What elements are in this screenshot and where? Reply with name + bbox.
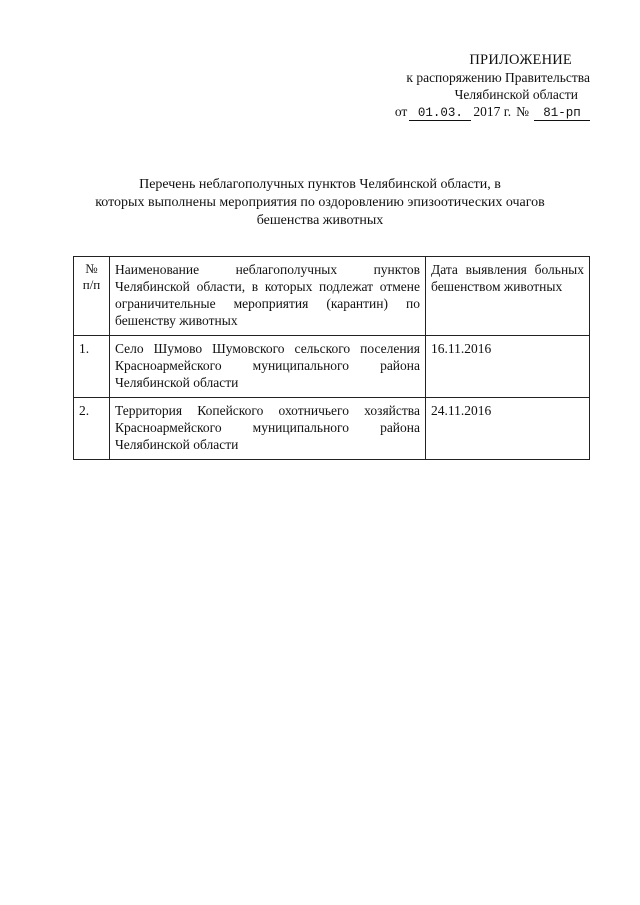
number-field: 81-рп [534, 106, 590, 121]
title-line-3: бешенства животных [256, 213, 384, 228]
appendix-title: ПРИЛОЖЕНИЕ [469, 52, 572, 68]
table-header-row [74, 257, 590, 336]
header-number-sign: № [85, 261, 98, 276]
appendix-date-line [290, 103, 590, 121]
header-locality-name: Наименование неблагополучных пунктов Челябинской области, в которых подлежат отмене ограничительные мероприятия (карантин) по бешенству животных [110, 257, 426, 336]
row-detection-date: 16.11.2016 [426, 336, 590, 398]
row-locality-name: Территория Копейского охотничьего хозяйства Красноармейского муниципального района Челябинской области [110, 398, 426, 460]
appendix-header [290, 52, 590, 121]
row-locality-name: Село Шумово Шумовского сельского поселения Красноармейского муниципального района Челябинской области [110, 336, 426, 398]
header-number [74, 257, 110, 336]
number-sign: № [516, 104, 529, 119]
appendix-line-region: Челябинской области [454, 87, 578, 102]
row-number: 2. [74, 398, 110, 460]
localities-table [73, 256, 590, 460]
title-line-2: которых выполнены мероприятия по оздоровлению эпизоотических очагов [95, 195, 545, 210]
header-detection-date: Дата выявления больных бешенством животных [426, 257, 590, 336]
date-prefix: от [394, 104, 408, 119]
year-text: 2017 г. [473, 104, 512, 119]
document-title [60, 176, 580, 230]
table-row [74, 336, 590, 398]
row-number: 1. [74, 336, 110, 398]
header-number-abbr: п/п [82, 277, 101, 292]
date-field: 01.03. [409, 106, 471, 121]
title-line-1: Перечень неблагополучных пунктов Челябинской области, в [139, 177, 501, 192]
appendix-line-decree: к распоряжению Правительства [406, 70, 590, 85]
localities-table-wrapper [73, 256, 589, 460]
row-detection-date: 24.11.2016 [426, 398, 590, 460]
table-row [74, 398, 590, 460]
